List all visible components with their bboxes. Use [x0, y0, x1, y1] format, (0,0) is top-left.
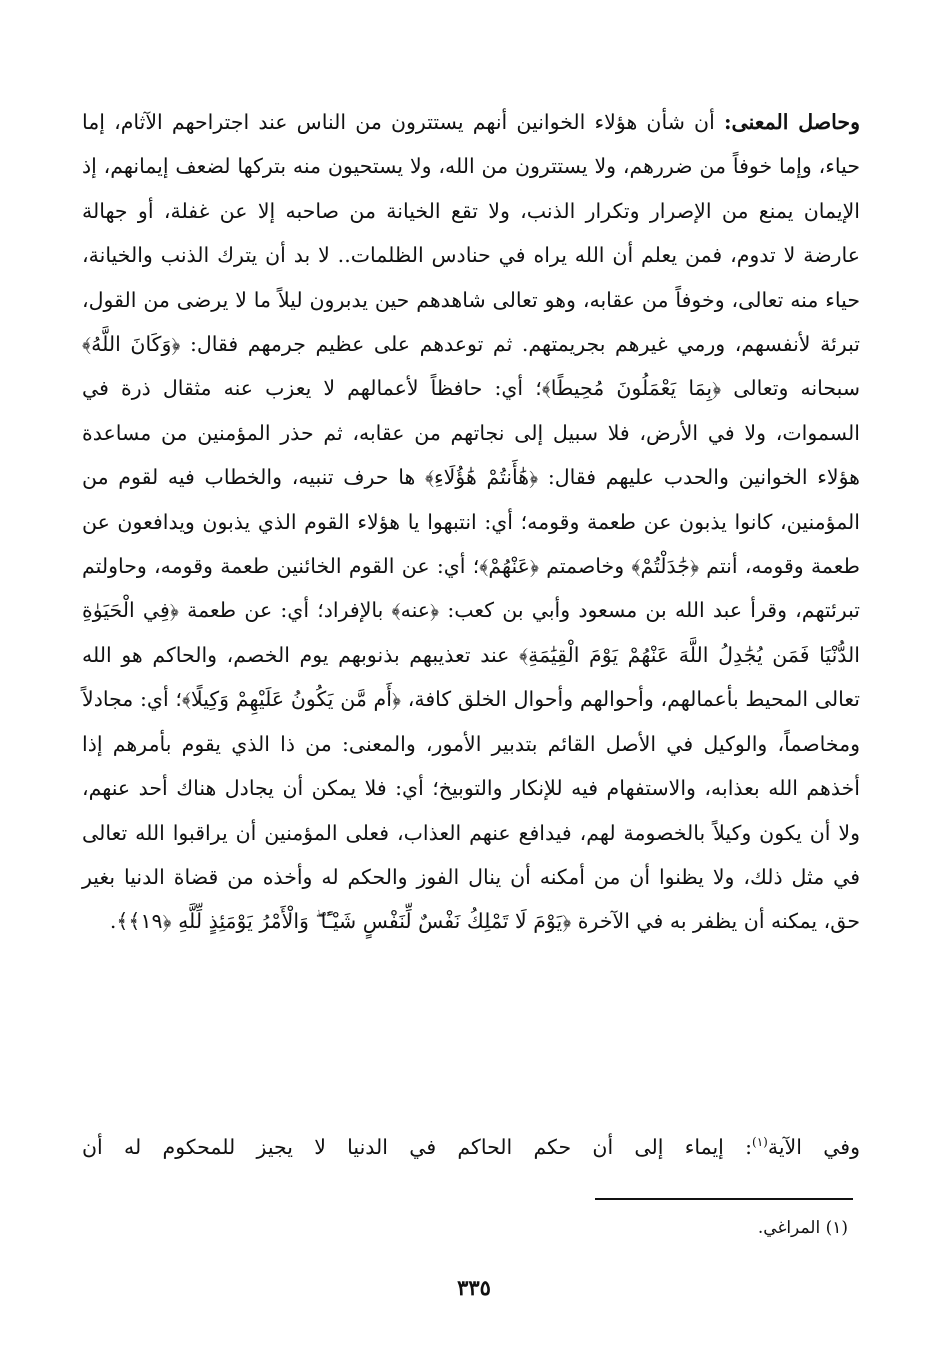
paragraph-body: أن شأن هؤلاء الخوانين أنهم يستترون من الناس عند اجتراحهم الآثام، إما حياء، وإما خوفاً من ضررهم، ولا يستترون من الله، ولا يستحيون منه بتركها لضعف إيمانهم، إذ الإيمان يمنع من الإصرار وتكرار الذنب، ولا تقع الخيانة من صاحبه إلا عن غفلة، أو جهالة عارضة لا تدوم، فمن يعلم أن الله يراه في حنادس الظلمات.. لا بد أن يترك الذنب والخيانة، حياء منه تعالى، وخوفاً من عقابه، وهو تعالى شاهدهم حين يدبرون ليلاً ما لا يرضى من القول، تبرئة لأنفسهم، ورمي غيرهم بجريمتهم. ثم توعدهم على عظيم جرمهم فقال: ﴿وَكَانَ اللَّهُ﴾ سبحانه وتعالى ﴿بِمَا يَعْمَلُونَ مُحِيطًا﴾؛ أي: حافظاً لأعمالهم لا يعزب عنه مثقال ذرة في السموات، ولا في الأرض، فلا سبيل إلى نجاتهم من عقابه، ثم حذر المؤمنين من مساعدة هؤلاء الخوانين والحدب عليهم فقال: ﴿هَٰأَنتُمْ هَٰؤُلَاءِ﴾ ها حرف تنبيه، والخطاب فيه لقوم من المؤمنين، كانوا يذبون عن طعمة وقومه؛ أي: انتبهوا يا هؤلاء القوم الذي يذبون ويدافعون عن طعمة وقومه، أنتم ﴿جَٰدَلْتُمْ﴾ وخاصمتم ﴿عَنْهُمْ﴾؛ أي: عن القوم الخائنين طعمة وقومه، وحاولتم تبرئتهم، وقرأ عبد الله بن مسعود وأبي بن كعب: ﴿عنه﴾ بالإفراد؛ أي: عن طعمة ﴿فِي الْحَيَوٰةِ الدُّنْيَا فَمَن يُجَٰدِلُ اللَّهَ عَنْهُمْ يَوْمَ الْقِيَٰمَةِ﴾ عند تعذيبهم بذنوبهم يوم الخصم، والحاكم هو الله تعالى المحيط بأعمالهم، وأحوالهم وأحوال الخلق كافة، ﴿أَم مَّن يَكُونُ عَلَيْهِمْ وَكِيلًا﴾؛ أي: مجادلاً ومخاصماً، والوكيل في الأصل القائم بتدبير الأمور، والمعنى: من ذا الذي يقوم بأمرهم إذا أخذهم الله بعذابه، والاستفهام فيه للإنكار والتوبيخ؛ أي: فلا يمكن أن يجادل هناك أحد عنهم، ولا أن يكون وكيلاً بالخصومة لهم، فيدافع عنهم العذاب، فعلى المؤمنين أن يراقبوا الله تعالى في مثل ذلك، ولا يظنوا أن من أمكنه أن ينال الفوز والحكم له وأخذه من قضاة الدنيا بغير حق، يمكنه أن يظفر به في الآخرة ﴿يَوْمَ لَا تَمْلِكُ نَفْسٌ لِّنَفْسٍ شَيْـًٔا ۖ وَالْأَمْرُ يَوْمَئِذٍ لِّلَّهِ ﴿١٩﴾﴾. — [82, 110, 860, 934]
main-paragraph — [82, 100, 860, 944]
footnote: (١) المراغي. — [757, 1218, 848, 1238]
footnote-reference[interactable]: (١) — [752, 1135, 768, 1150]
footnote-divider — [595, 1198, 853, 1200]
continuation-text: : إيماء إلى أن حكم الحاكم في الدنيا لا يجيز للمحكوم له أن — [82, 1135, 753, 1159]
lead-term: وحاصل المعنى: — [723, 110, 861, 134]
page-number: ٣٣٥ — [457, 1275, 491, 1300]
continuation-paragraph — [82, 1125, 860, 1169]
continuation-start: وفي الآية — [767, 1135, 860, 1159]
